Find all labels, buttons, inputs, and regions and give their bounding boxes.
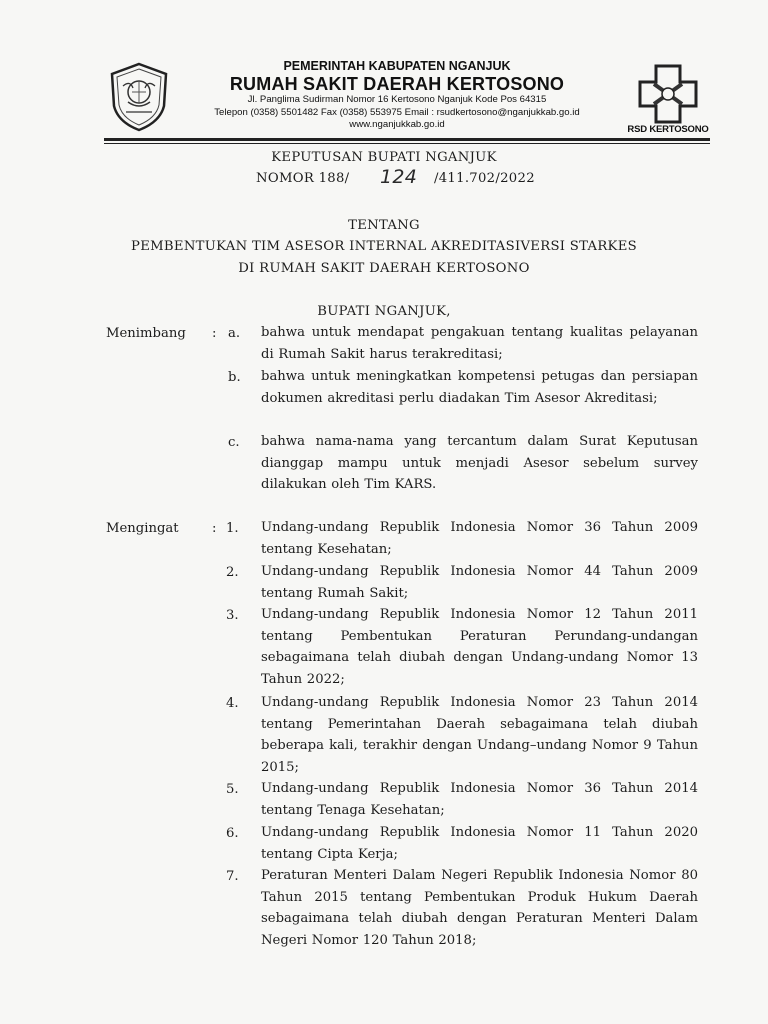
menimbang-label: Menimbang: [106, 326, 186, 341]
menimbang-colon: :: [212, 326, 217, 341]
decree-about: TENTANG: [348, 218, 420, 233]
decree-title: KEPUTUSAN BUPATI NGANJUK: [271, 150, 497, 165]
hospital-cross-logo-icon: [626, 62, 710, 124]
mengingat-colon: :: [212, 521, 217, 536]
hospital-website: www.nganjukkab.go.id: [349, 119, 445, 130]
menimbang-marker-a: a.: [228, 326, 241, 341]
rsd-kertosono-logo: [626, 62, 710, 142]
mengingat-label: Mengingat: [106, 521, 179, 536]
hospital-name: RUMAH SAKIT DAERAH KERTOSONO: [229, 74, 565, 94]
menimbang-item-a: bahwa untuk mendapat pengakuan tentang kualitas pelayanan di Rumah Sakit harus terakreditasi;: [261, 325, 698, 362]
mengingat-item-2: Undang-undang Republik Indonesia Nomor 44 Tahun 2009 tentang Rumah Sakit;: [261, 564, 698, 601]
menimbang-marker-c: c.: [228, 435, 240, 450]
mengingat-item-1: Undang-undang Republik Indonesia Nomor 36 Tahun 2009 tentang Kesehatan;: [261, 520, 698, 557]
decree-number: [0, 166, 768, 193]
government-name: PEMERINTAH KABUPATEN NGANJUK: [283, 59, 511, 73]
letterhead-rule-thin: [104, 143, 710, 144]
letterhead-rule-thick: [104, 138, 710, 141]
mengingat-marker-3: 3.: [226, 608, 239, 623]
decree-number-prefix: NOMOR 188/: [256, 171, 350, 186]
decree-subject-line1: PEMBENTUKAN TIM ASESOR INTERNAL AKREDITASIVERSI STARKES: [131, 239, 637, 254]
mengingat-item-6: Undang-undang Republik Indonesia Nomor 11 Tahun 2020 tentang Cipta Kerja;: [261, 825, 698, 862]
mengingat-item-3: Undang-undang Republik Indonesia Nomor 12 Tahun 2011 tentang Pembentukan Peraturan Perundang-undangan sebagaimana telah diubah dengan Undang-undang Nomor 13 Tahun 2022;: [261, 607, 698, 687]
letterhead: [100, 56, 712, 142]
mengingat-marker-4: 4.: [226, 696, 239, 711]
mengingat-item-7: Peraturan Menteri Dalam Negeri Republik Indonesia Nomor 80 Tahun 2015 tentang Pembentukan Produk Hukum Daerah sebagaimana telah diubah dengan Peraturan Menteri Dalam Negeri Nomor 120 Tahun 2018;: [261, 868, 698, 948]
mengingat-item-4: Undang-undang Republik Indonesia Nomor 23 Tahun 2014 tentang Pemerintahan Daerah sebagaimana telah diubah beberapa kali, terakhir dengan Undang–undang Nomor 9 Tahun 2015;: [261, 695, 698, 775]
decree-number-handwritten: 124: [380, 166, 418, 188]
nganjuk-regency-emblem-icon: [108, 62, 170, 132]
decree-issuer: BUPATI NGANJUK,: [317, 304, 451, 319]
hospital-address: Jl. Panglima Sudirman Nomor 16 Kertosono Nganjuk Kode Pos 64315: [247, 94, 547, 105]
menimbang-item-b: bahwa untuk meningkatkan kompetensi petugas dan persiapan dokumen akreditasi perlu diadakan Tim Asesor Akreditasi;: [261, 369, 698, 406]
mengingat-item-5: Undang-undang Republik Indonesia Nomor 36 Tahun 2014 tentang Tenaga Kesehatan;: [261, 781, 698, 818]
mengingat-marker-7: 7.: [226, 869, 239, 884]
decree-number-suffix: /411.702/2022: [434, 171, 535, 186]
mengingat-marker-6: 6.: [226, 826, 239, 841]
rsd-logo-label: RSD KERTOSONO: [627, 124, 709, 135]
letterhead-text: [172, 58, 622, 132]
menimbang-item-c: bahwa nama-nama yang tercantum dalam Surat Keputusan dianggap mampu untuk menjadi Asesor sebelum survey dilakukan oleh Tim KARS.: [261, 434, 698, 492]
hospital-contact: Telepon (0358) 5501482 Fax (0358) 553975 Email : rsudkertosono@nganjukkab.go.id: [214, 106, 580, 118]
mengingat-marker-1: 1.: [226, 521, 239, 536]
mengingat-marker-2: 2.: [226, 565, 239, 580]
menimbang-marker-b: b.: [228, 370, 241, 385]
decree-subject-line2: DI RUMAH SAKIT DAERAH KERTOSONO: [238, 261, 530, 276]
mengingat-marker-5: 5.: [226, 782, 239, 797]
